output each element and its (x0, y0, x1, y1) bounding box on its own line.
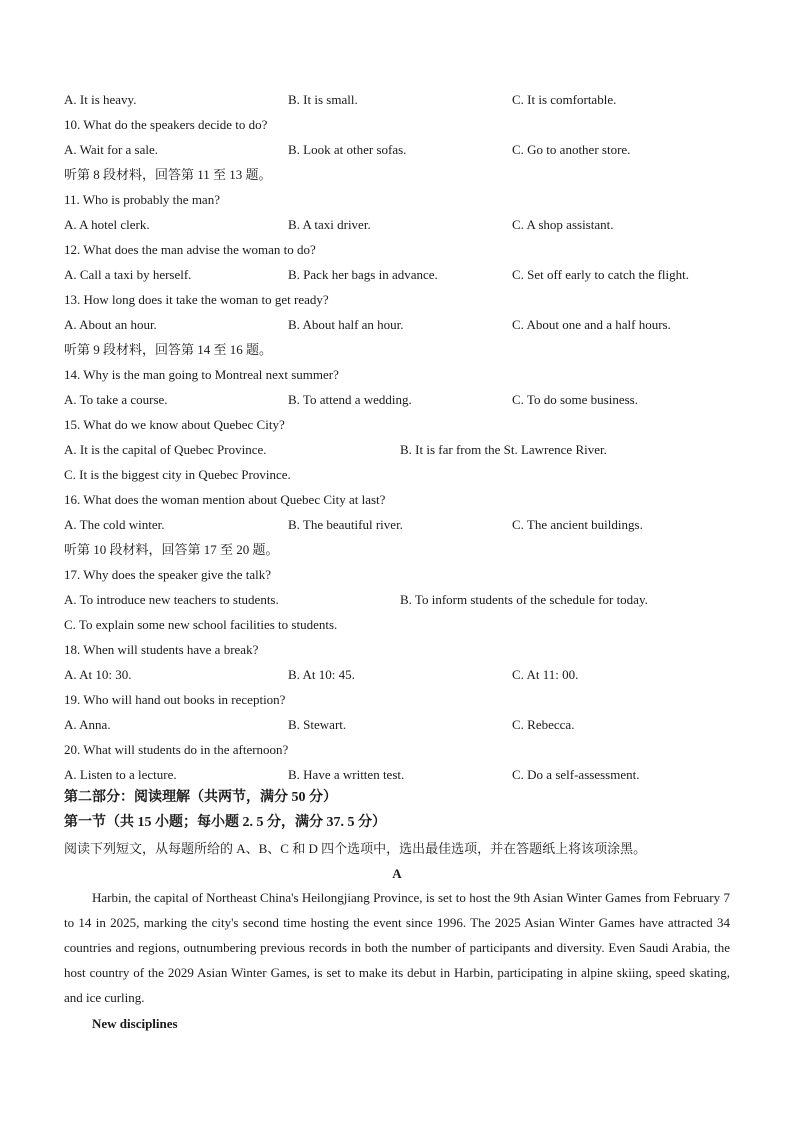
section-instruction-8: 听第 8 段材料，回答第 11 至 13 题。 (64, 167, 272, 182)
question-11: 11. Who is probably the man? (64, 192, 220, 207)
option-a: A. It is heavy. (64, 92, 137, 107)
option-a: A. Call a taxi by herself. (64, 267, 192, 282)
question-18: 18. When will students have a break? (64, 642, 259, 657)
option-a: A. Wait for a sale. (64, 142, 159, 157)
option-a: A. At 10: 30. (64, 667, 132, 682)
options-row-14 (64, 392, 638, 408)
question-15: 15. What do we know about Quebec City? (64, 417, 285, 432)
option-a: A. To take a course. (64, 392, 168, 407)
option-b: B. It is small. (288, 92, 358, 107)
option-c: C. The ancient buildings. (512, 517, 643, 532)
option-b: B. Have a written test. (288, 767, 405, 782)
question-13: 13. How long does it take the woman to get ready? (64, 292, 329, 307)
option-b: B. Look at other sofas. (288, 142, 407, 157)
option-c: C. Go to another store. (512, 142, 631, 157)
option-a: A. A hotel clerk. (64, 217, 150, 232)
option-c-row-15: C. It is the biggest city in Quebec Province. (64, 467, 291, 482)
option-a: A. The cold winter. (64, 517, 165, 532)
option-c: C. Set off early to catch the flight. (512, 267, 690, 282)
option-a: A. Listen to a lecture. (64, 767, 177, 782)
option-b: B. To attend a wedding. (288, 392, 412, 407)
option-a: A. To introduce new teachers to students. (64, 592, 279, 607)
options-row-18 (64, 667, 579, 683)
options-row-15 (64, 442, 607, 458)
option-c: C. Rebecca. (512, 717, 575, 732)
option-a: A. Anna. (64, 717, 111, 732)
option-c: C. About one and a half hours. (512, 317, 671, 332)
question-12: 12. What does the man advise the woman to do? (64, 242, 316, 257)
options-row-9 (64, 92, 617, 108)
option-a: A. About an hour. (64, 317, 157, 332)
question-16: 16. What does the woman mention about Quebec City at last? (64, 492, 386, 507)
subheading: New disciplines (92, 1016, 178, 1031)
option-b: B. To inform students of the schedule for today. (400, 592, 648, 607)
section-instruction-10: 听第 10 段材料，回答第 17 至 20 题。 (64, 542, 279, 557)
options-row-16 (64, 517, 643, 533)
option-a: A. It is the capital of Quebec Province. (64, 442, 267, 457)
option-c: C. At 11: 00. (512, 667, 579, 682)
question-20: 20. What will students do in the afternoon? (64, 742, 289, 757)
option-b: B. At 10: 45. (288, 667, 355, 682)
options-row-11 (64, 217, 614, 233)
option-b: B. Pack her bags in advance. (288, 267, 438, 282)
option-c-row-17: C. To explain some new school facilities to students. (64, 617, 338, 632)
passage-paragraph: Harbin, the capital of Northeast China's Heilongjiang Province, is set to host the 9th Asian Winter Games from February 7 to 14 in 2025, marking the city's second time hosting the event since 1996. The 2025 Asian Winter Games have attracted 34 countries and regions, outnumbering previous records in both the number of participants and diversity. Even Saudi Arabia, the host country of the 2029 Asian Winter Games, is set to make its debut in Harbin, participating in alpine skiing, speed skating, and ice curling. (64, 890, 730, 1005)
part2-heading: 第二部分：阅读理解（共两节，满分 50 分） (64, 790, 337, 805)
option-b: B. About half an hour. (288, 317, 404, 332)
option-b: B. It is far from the St. Lawrence River. (400, 442, 607, 457)
option-c: C. Do a self-assessment. (512, 767, 640, 782)
passage-label: A (392, 866, 402, 881)
section-instruction-9: 听第 9 段材料，回答第 14 至 16 题。 (64, 342, 273, 357)
option-c: C. To do some business. (512, 392, 638, 407)
options-row-12 (64, 267, 690, 283)
option-b: B. A taxi driver. (288, 217, 371, 232)
options-row-17 (64, 592, 648, 608)
options-row-10 (64, 142, 631, 158)
options-row-13 (64, 317, 671, 333)
question-10: 10. What do the speakers decide to do? (64, 117, 268, 132)
section1-heading: 第一节（共 15 小题；每小题 2. 5 分，满分 37. 5 分） (64, 815, 386, 830)
option-c: C. It is comfortable. (512, 92, 617, 107)
options-row-20 (64, 767, 640, 783)
reading-instruction: 阅读下列短文，从每题所给的 A、B、C 和 D 四个选项中，选出最佳选项，并在答题纸上将该项涂黑。 (64, 841, 647, 856)
question-17: 17. Why does the speaker give the talk? (64, 567, 271, 582)
option-b: B. Stewart. (288, 717, 347, 732)
option-c: C. A shop assistant. (512, 217, 614, 232)
question-14: 14. Why is the man going to Montreal next summer? (64, 367, 339, 382)
question-19: 19. Who will hand out books in reception? (64, 692, 286, 707)
option-b: B. The beautiful river. (288, 517, 403, 532)
options-row-19 (64, 717, 575, 733)
